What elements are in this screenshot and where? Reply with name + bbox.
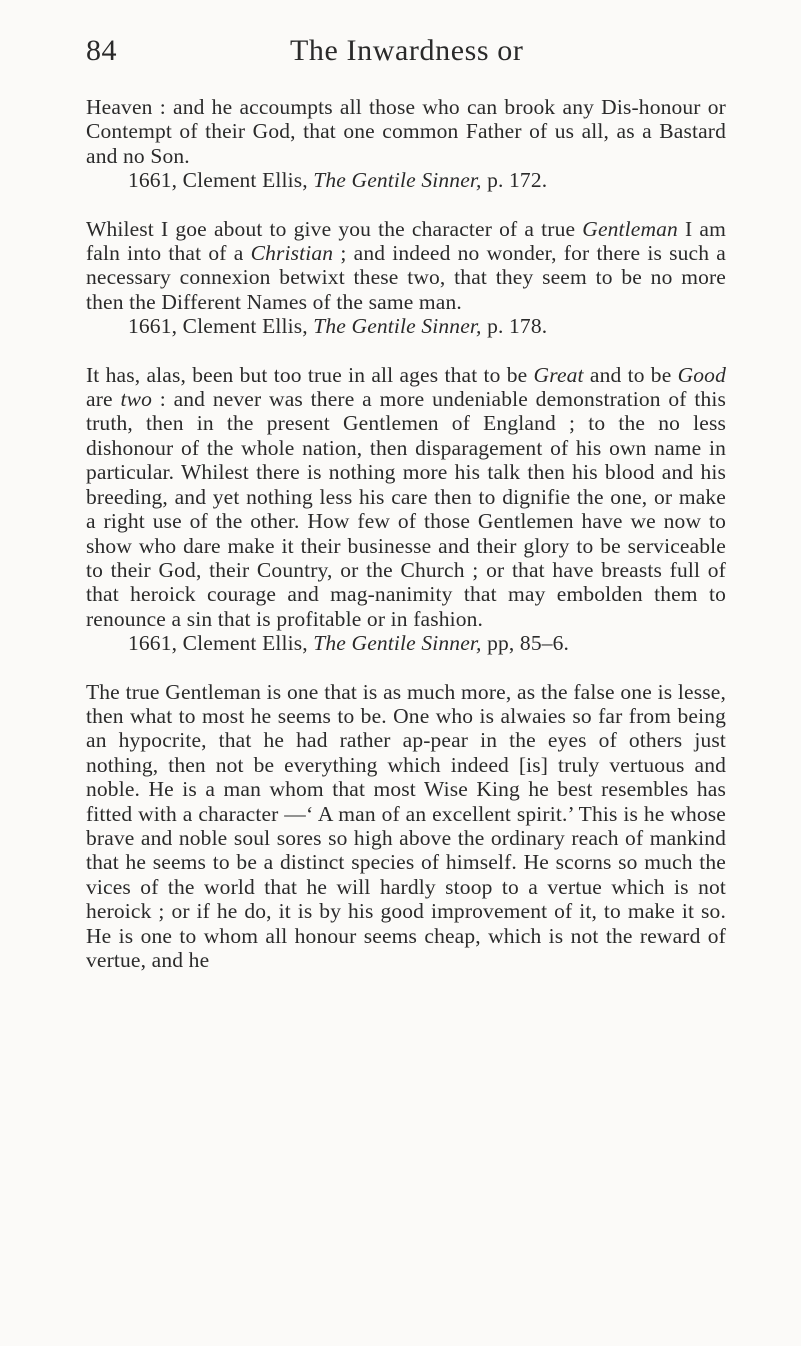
body-text (86, 95, 726, 972)
page-number: 84 (86, 34, 117, 67)
text-run: I am faln into that of a (86, 216, 726, 266)
quote-paragraph: The true Gentleman is one that is as much more, as the false one is lesse, then what to most he seems to be. One who is alwaies so far from being an hypocrite, that he had rather ap-pear in the eyes of others just nothing, then not be everything which indeed [is] truly vertuous and noble. He is a man whom that most Wise King he best resembles has fitted with a character —‘ A man of an excellent spirit.’ This is he whose brave and noble soul sores so high above the ordinary reach of mankind that he seems to be a distinct species of himself. He scorns so much the vices of the world that he will hardly stoop to a vertue which is not heroick ; or if he do, it is by his good improvement of it, to make it so. He is one to whom all honour seems cheap, which is not the reward of vertue, and he (86, 679, 726, 972)
citation-work-title: The Gentile Sinner, (313, 168, 482, 193)
citation (86, 314, 726, 338)
emphasis-text: Christian (250, 241, 334, 266)
quote-paragraph: Heaven : and he accoumpts all those who can brook any Dis-honour or Contempt of their God, that one common Father of us all, as a Bastard and no Son. (86, 95, 726, 168)
text-run: Whilest I goe about to give you the character of a true (86, 216, 583, 241)
text-run: and to be (583, 362, 678, 387)
paragraph-gap (86, 339, 726, 363)
citation (86, 631, 726, 655)
citation-year-author: 1661, Clement Ellis, (128, 314, 314, 339)
citation-work-title: The Gentile Sinner, (313, 631, 482, 656)
text-run: : and never was there a more undeniable demonstration of this truth, then in the present Gentlemen of England ; to the no less dishonour of the whole nation, then disparagement of his own name in particular. Whilest there is nothing more his talk then his blood and his breeding, and yet nothing less his care then to dignifie the one, or make a right use of the other. How few of those Gentlemen have we now to show who dare make it their businesse and their glory to be serviceable to their God, their Country, or the Church ; or that have breasts full of that heroick courage and mag-nanimity that may embolden them to renounce a sin that is profitable or in fashion. (86, 387, 726, 631)
citation-year-author: 1661, Clement Ellis, (128, 631, 314, 656)
citation-work-title: The Gentile Sinner, (313, 314, 482, 339)
emphasis-text: Great (533, 362, 584, 387)
running-head (0, 28, 801, 72)
quote-paragraph (86, 363, 726, 631)
citation (86, 168, 726, 192)
paragraph-gap (86, 656, 726, 680)
running-title: The Inwardness or (290, 34, 524, 67)
citation-page: p. 172. (481, 168, 548, 193)
emphasis-text: two (120, 387, 152, 412)
text-run: are (86, 387, 121, 412)
quote-paragraph (86, 217, 726, 315)
citation-year-author: 1661, Clement Ellis, (128, 168, 314, 193)
citation-page: p. 178. (481, 314, 548, 339)
emphasis-text: Good (677, 362, 726, 387)
emphasis-text: Gentleman (582, 216, 678, 241)
text-run: ; and indeed no wonder, for there is such a necessary connexion betwixt these two, that they seem to be no more then the Different Names of the same man. (86, 241, 726, 314)
citation-page: pp, 85–6. (481, 631, 570, 656)
text-run: It has, alas, been but too true in all ages that to be (86, 362, 534, 387)
paragraph-gap (86, 193, 726, 217)
